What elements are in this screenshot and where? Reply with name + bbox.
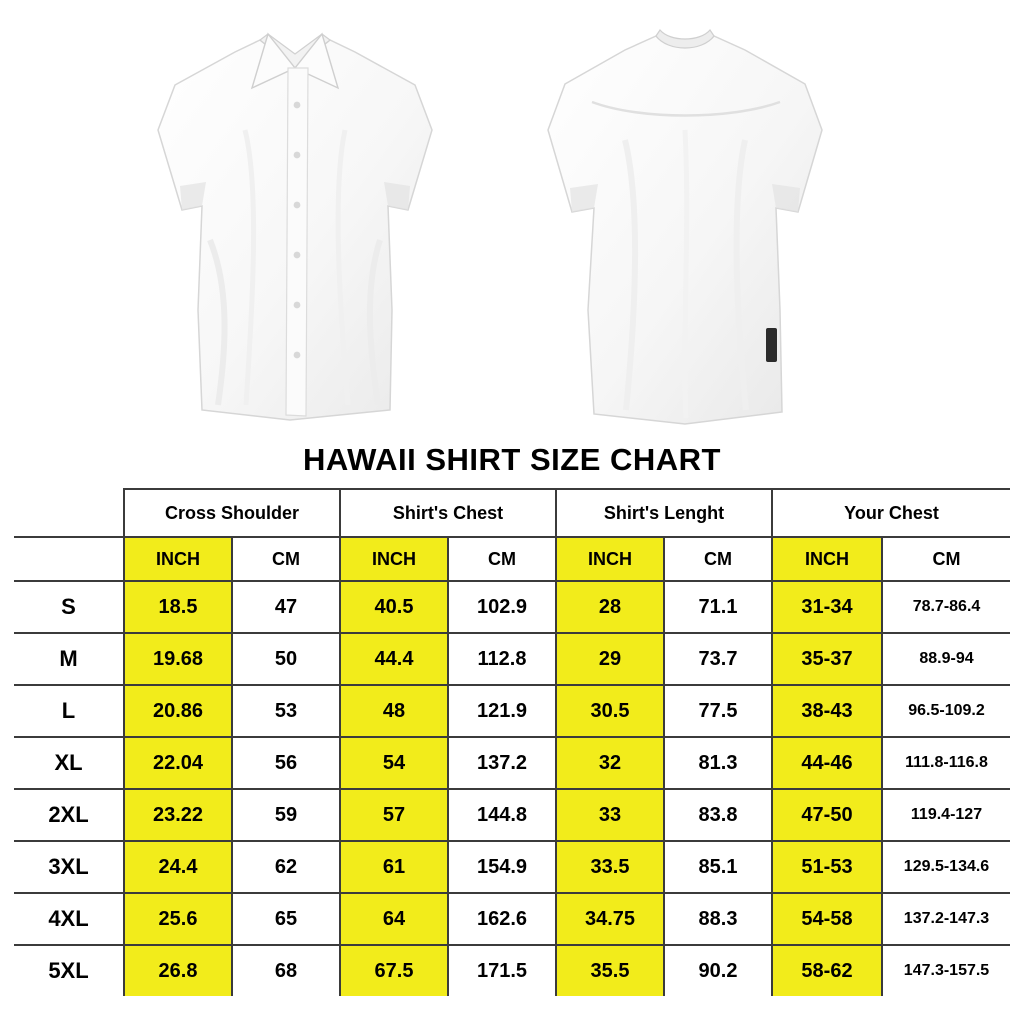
cell-length-inch: 29 — [556, 633, 664, 685]
cell-length-inch: 33 — [556, 789, 664, 841]
cell-cross-shoulder-inch: 23.22 — [124, 789, 232, 841]
cell-your-chest-inch: 58-62 — [772, 945, 882, 996]
cell-length-inch: 30.5 — [556, 685, 664, 737]
row-size-label: 5XL — [14, 945, 124, 996]
group-header-shirts-length: Shirt's Lenght — [556, 489, 772, 537]
cell-length-inch: 35.5 — [556, 945, 664, 996]
cell-cross-shoulder-inch: 19.68 — [124, 633, 232, 685]
cell-your-chest-inch: 35-37 — [772, 633, 882, 685]
cell-your-chest-inch: 31-34 — [772, 581, 882, 633]
cell-your-chest-cm: 78.7-86.4 — [882, 581, 1010, 633]
cell-chest-cm: 154.9 — [448, 841, 556, 893]
cell-chest-inch: 64 — [340, 893, 448, 945]
table-row — [14, 893, 1010, 945]
table-row — [14, 633, 1010, 685]
group-header-your-chest: Your Chest — [772, 489, 1010, 537]
table-row — [14, 841, 1010, 893]
cell-cross-shoulder-cm: 65 — [232, 893, 340, 945]
size-table-wrapper — [0, 488, 1024, 996]
cell-length-cm: 83.8 — [664, 789, 772, 841]
cell-length-cm: 85.1 — [664, 841, 772, 893]
cell-length-cm: 81.3 — [664, 737, 772, 789]
cell-your-chest-inch: 51-53 — [772, 841, 882, 893]
cell-cross-shoulder-inch: 20.86 — [124, 685, 232, 737]
cell-your-chest-cm: 129.5-134.6 — [882, 841, 1010, 893]
unit-header-row — [14, 537, 1010, 581]
unit-chest-inch: INCH — [340, 537, 448, 581]
cell-cross-shoulder-cm: 68 — [232, 945, 340, 996]
unit-cross-shoulder-cm: CM — [232, 537, 340, 581]
cell-cross-shoulder-inch: 24.4 — [124, 841, 232, 893]
cell-length-inch: 33.5 — [556, 841, 664, 893]
cell-length-inch: 32 — [556, 737, 664, 789]
row-size-label: M — [14, 633, 124, 685]
cell-cross-shoulder-inch: 18.5 — [124, 581, 232, 633]
row-size-label: 3XL — [14, 841, 124, 893]
table-row — [14, 581, 1010, 633]
cell-cross-shoulder-cm: 50 — [232, 633, 340, 685]
row-size-label: 4XL — [14, 893, 124, 945]
row-size-label: 2XL — [14, 789, 124, 841]
cell-chest-cm: 121.9 — [448, 685, 556, 737]
shirt-back-image — [530, 10, 870, 435]
size-chart-table — [14, 488, 1010, 996]
unit-length-inch: INCH — [556, 537, 664, 581]
cell-your-chest-cm: 137.2-147.3 — [882, 893, 1010, 945]
unit-corner-blank — [14, 537, 124, 581]
cell-chest-cm: 102.9 — [448, 581, 556, 633]
cell-cross-shoulder-cm: 59 — [232, 789, 340, 841]
cell-chest-cm: 144.8 — [448, 789, 556, 841]
cell-length-inch: 28 — [556, 581, 664, 633]
cell-cross-shoulder-cm: 56 — [232, 737, 340, 789]
cell-cross-shoulder-cm: 47 — [232, 581, 340, 633]
cell-cross-shoulder-inch: 26.8 — [124, 945, 232, 996]
cell-chest-cm: 171.5 — [448, 945, 556, 996]
cell-chest-inch: 57 — [340, 789, 448, 841]
table-row — [14, 737, 1010, 789]
cell-cross-shoulder-cm: 62 — [232, 841, 340, 893]
cell-chest-inch: 48 — [340, 685, 448, 737]
cell-length-inch: 34.75 — [556, 893, 664, 945]
group-header-cross-shoulder: Cross Shoulder — [124, 489, 340, 537]
group-header-shirts-chest: Shirt's Chest — [340, 489, 556, 537]
cell-chest-inch: 61 — [340, 841, 448, 893]
row-size-label: S — [14, 581, 124, 633]
cell-length-cm: 88.3 — [664, 893, 772, 945]
cell-your-chest-inch: 44-46 — [772, 737, 882, 789]
unit-cross-shoulder-inch: INCH — [124, 537, 232, 581]
cell-length-cm: 73.7 — [664, 633, 772, 685]
table-row — [14, 945, 1010, 996]
cell-your-chest-cm: 147.3-157.5 — [882, 945, 1010, 996]
cell-chest-inch: 40.5 — [340, 581, 448, 633]
cell-chest-inch: 44.4 — [340, 633, 448, 685]
table-row — [14, 789, 1010, 841]
unit-your-chest-cm: CM — [882, 537, 1010, 581]
cell-your-chest-inch: 38-43 — [772, 685, 882, 737]
cell-chest-cm: 137.2 — [448, 737, 556, 789]
cell-your-chest-cm: 88.9-94 — [882, 633, 1010, 685]
unit-chest-cm: CM — [448, 537, 556, 581]
cell-chest-inch: 67.5 — [340, 945, 448, 996]
cell-chest-cm: 112.8 — [448, 633, 556, 685]
cell-your-chest-cm: 96.5-109.2 — [882, 685, 1010, 737]
cell-your-chest-inch: 54-58 — [772, 893, 882, 945]
row-size-label: XL — [14, 737, 124, 789]
cell-length-cm: 77.5 — [664, 685, 772, 737]
cell-length-cm: 90.2 — [664, 945, 772, 996]
row-size-label: L — [14, 685, 124, 737]
cell-chest-inch: 54 — [340, 737, 448, 789]
unit-your-chest-inch: INCH — [772, 537, 882, 581]
unit-length-cm: CM — [664, 537, 772, 581]
group-header-row — [14, 489, 1010, 537]
cell-cross-shoulder-cm: 53 — [232, 685, 340, 737]
table-row — [14, 685, 1010, 737]
shirt-illustrations — [0, 0, 1024, 440]
shirt-front-image — [140, 10, 480, 435]
cell-your-chest-inch: 47-50 — [772, 789, 882, 841]
cell-cross-shoulder-inch: 22.04 — [124, 737, 232, 789]
cell-cross-shoulder-inch: 25.6 — [124, 893, 232, 945]
cell-your-chest-cm: 111.8-116.8 — [882, 737, 1010, 789]
header-corner-blank — [14, 489, 124, 537]
cell-your-chest-cm: 119.4-127 — [882, 789, 1010, 841]
page-title: HAWAII SHIRT SIZE CHART — [303, 442, 721, 477]
cell-chest-cm: 162.6 — [448, 893, 556, 945]
cell-length-cm: 71.1 — [664, 581, 772, 633]
